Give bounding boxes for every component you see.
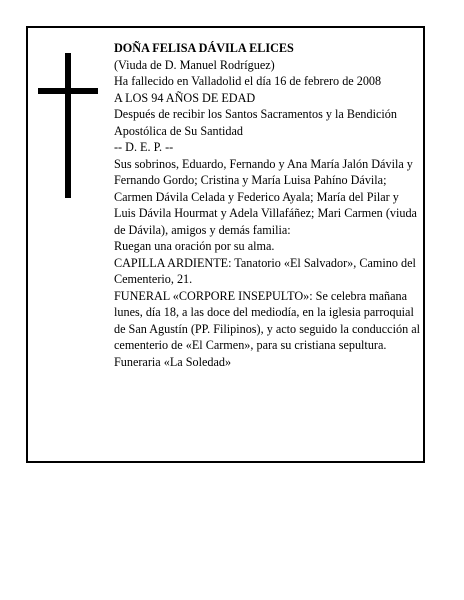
age-line: A LOS 94 AÑOS DE EDAD — [114, 90, 256, 105]
widow-of: (Viuda de D. Manuel Rodríguez) — [114, 57, 275, 72]
rip-line: -- D. E. P. -- — [114, 140, 174, 154]
funeral-info: FUNERAL «CORPORE INSEPULTO»: Se celebra mañana lunes, día 18, a las doce del mediodía, en la iglesia parroquial de San Agustín (PP. Filipinos), y acto seguido la conducción al cementerio de «El Carmen», para su cristiana sepultura. — [114, 288, 421, 352]
cross-vertical-bar — [65, 53, 71, 198]
funeral-home: Funeraria «La Soledad» — [114, 354, 232, 369]
relatives-paragraph: Sus sobrinos, Eduardo, Fernando y Ana María Jalón Dávila y Fernando Gordo; Cristina y María Luisa Pahíno Dávila; Carmen Dávila Celada y Federico Ayala; María del Pilar y Luis Dávila Hourmat y Adela Villafáñez; Mari Carmen (viuda de Dávila), amigos y demás familia: — [114, 156, 417, 237]
cross-icon — [38, 53, 98, 198]
obituary-notice — [26, 26, 425, 463]
death-info: Ha fallecido en Valladolid el día 16 de febrero de 2008 — [114, 74, 382, 88]
deceased-name: DOÑA FELISA DÁVILA ELICES — [114, 41, 294, 55]
notice-text — [114, 40, 422, 370]
sacraments-line: Después de recibir los Santos Sacramentos y la Bendición Apostólica de Su Santidad — [114, 107, 397, 138]
prayer-request: Ruegan una oración por su alma. — [114, 239, 275, 253]
cross-horizontal-bar — [38, 88, 98, 94]
chapel-info: CAPILLA ARDIENTE: Tanatorio «El Salvador», Camino del Cementerio, 21. — [114, 255, 416, 286]
